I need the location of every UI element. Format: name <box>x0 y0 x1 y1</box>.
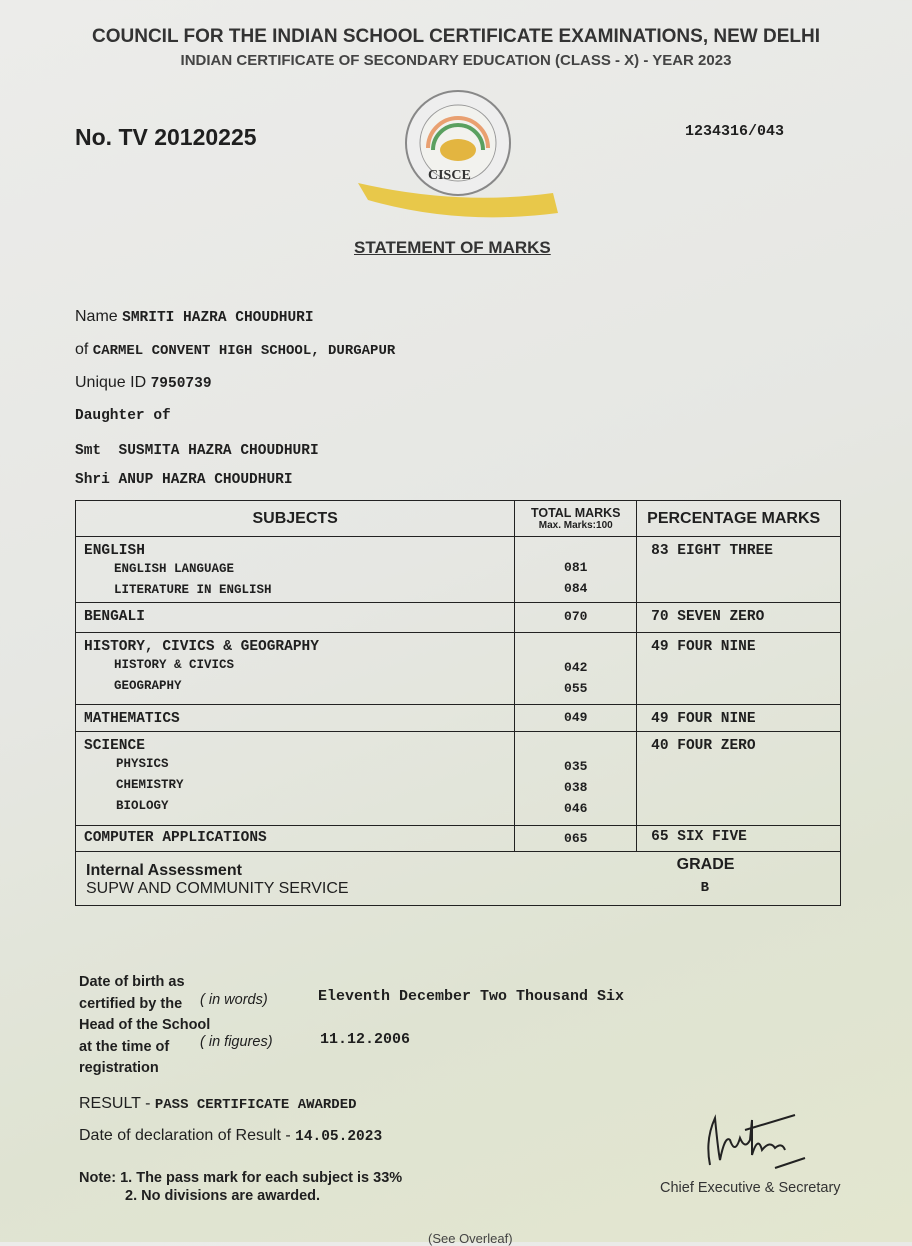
note-2: 2. No divisions are awarded. <box>125 1188 321 1204</box>
father-name: ANUP HAZRA CHOUDHURI <box>118 472 293 488</box>
school-row: of CARMEL CONVENT HIGH SCHOOL, DURGAPUR <box>75 341 396 359</box>
signature <box>690 1110 820 1180</box>
index-number: 1234316/043 <box>685 123 785 140</box>
note-1: Note: 1. The pass mark for each subject is 33% <box>79 1170 403 1186</box>
dob-words: Eleventh December Two Thousand Six <box>318 988 625 1005</box>
result-value: PASS CERTIFICATE AWARDED <box>154 1097 357 1113</box>
dob-figures: 11.12.2006 <box>320 1031 411 1048</box>
header-percentage: PERCENTAGE MARKS <box>637 501 841 537</box>
see-overleaf: (See Overleaf) <box>428 1231 513 1246</box>
table-row: HISTORY, CIVICS & GEOGRAPHY HISTORY & CIVICS GEOGRAPHY 042 055 49 FOUR NINE <box>76 633 841 705</box>
table-header <box>76 501 841 537</box>
grade-value: B <box>700 880 710 896</box>
grade-label: GRADE <box>676 856 735 873</box>
declaration-row: Date of declaration of Result - 14.05.2023 <box>79 1127 383 1145</box>
table-row: SCIENCE PHYSICS CHEMISTRY BIOLOGY 035 038 046 40 FOUR ZERO <box>76 732 841 826</box>
table-row: COMPUTER APPLICATIONS 065 65 SIX FIVE <box>76 826 841 852</box>
statement-title: STATEMENT OF MARKS <box>354 238 551 257</box>
cisce-logo: CISCE <box>358 88 563 223</box>
header-subjects: SUBJECTS <box>76 501 515 537</box>
dob-label: Date of birth as certified by the Head of the School at the time of registration <box>79 974 211 1076</box>
header-total: TOTAL MARKS Max. Marks:100 <box>515 501 637 537</box>
mother-row: Smt SUSMITA HAZRA CHOUDHURI <box>75 443 319 459</box>
uid-row: Unique ID 7950739 <box>75 374 212 392</box>
table-row: MATHEMATICS 049 49 FOUR NINE <box>76 705 841 732</box>
marks-table <box>75 500 841 906</box>
name-row: Name SMRITI HAZRA CHOUDHURI <box>75 308 314 326</box>
in-figures-label: ( in figures) <box>200 1034 273 1050</box>
unique-id: 7950739 <box>150 376 212 392</box>
mother-name: SUSMITA HAZRA CHOUDHURI <box>118 443 319 459</box>
table-row: BENGALI 070 70 SEVEN ZERO <box>76 603 841 633</box>
father-row: Shri ANUP HAZRA CHOUDHURI <box>75 472 293 488</box>
in-words-label: ( in words) <box>200 992 268 1008</box>
relation: Daughter of <box>75 408 171 424</box>
exam-heading: INDIAN CERTIFICATE OF SECONDARY EDUCATION (CLASS - X) - YEAR 2023 <box>180 52 732 69</box>
certificate-number: No. TV 20120225 <box>75 124 257 150</box>
result-row: RESULT - PASS CERTIFICATE AWARDED <box>79 1095 357 1113</box>
signatory-title: Chief Executive & Secretary <box>660 1180 841 1196</box>
internal-assessment-row: Internal Assessment SUPW AND COMMUNITY SERVICE GRADE B <box>76 852 841 906</box>
table-row: ENGLISH ENGLISH LANGUAGE LITERATURE IN ENGLISH 081 084 83 EIGHT THREE <box>76 537 841 603</box>
school-name: CARMEL CONVENT HIGH SCHOOL, DURGAPUR <box>92 343 396 359</box>
student-name: SMRITI HAZRA CHOUDHURI <box>122 310 314 326</box>
declaration-date: 14.05.2023 <box>295 1129 383 1145</box>
council-heading: COUNCIL FOR THE INDIAN SCHOOL CERTIFICATE EXAMINATIONS, NEW DELHI <box>92 26 820 47</box>
